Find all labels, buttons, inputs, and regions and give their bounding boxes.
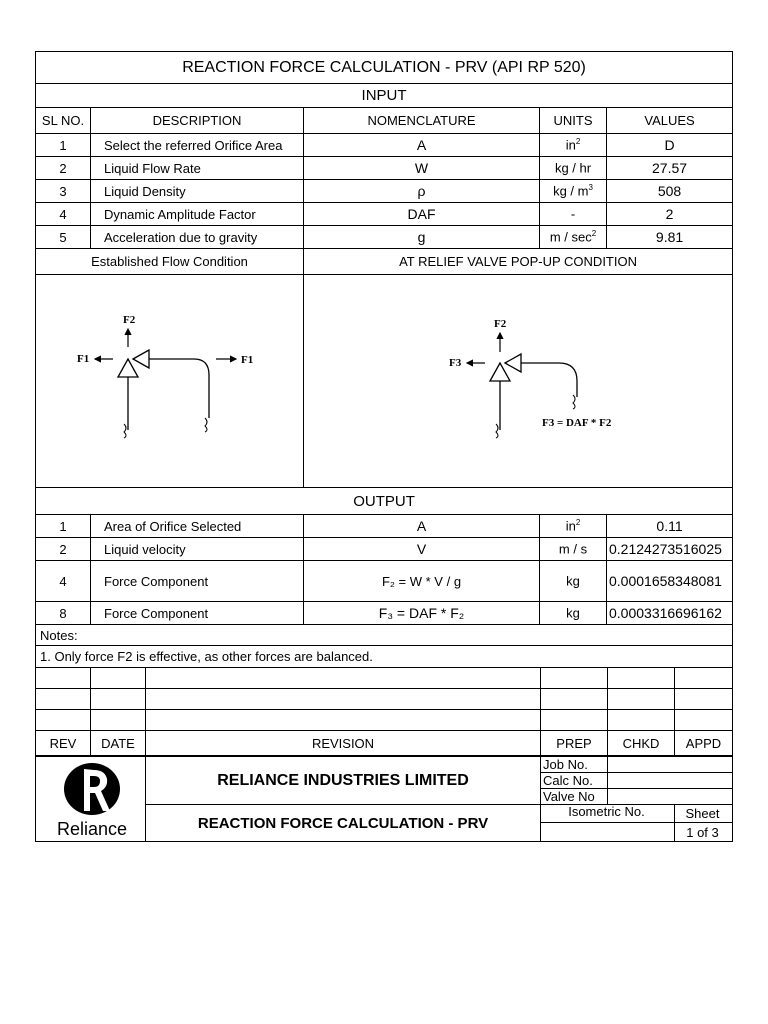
input-desc: Liquid Flow Rate <box>91 157 304 180</box>
logo-text: Reliance <box>56 819 127 839</box>
input-nom: DAF <box>304 203 540 226</box>
revision-empty-row <box>36 689 733 710</box>
output-sl: 1 <box>36 515 91 538</box>
output-row <box>36 561 733 602</box>
outlet-pipe <box>149 359 209 418</box>
output-value: 0.11 <box>607 515 733 538</box>
sheet-label: Sheet <box>675 805 733 823</box>
output-unit: $in^2$ <box>540 515 607 538</box>
input-row <box>36 157 733 180</box>
revision-table <box>35 668 733 756</box>
appd-header: APPD <box>675 731 733 756</box>
col-units: UNITS <box>540 108 607 134</box>
input-nom: g <box>304 226 540 249</box>
input-unit: $in^2$ <box>540 134 607 157</box>
job-no-label: Job No. <box>541 757 608 773</box>
right-diagram-title: AT RELIEF VALVE POP-UP CONDITION <box>304 249 733 275</box>
input-sl: 4 <box>36 203 91 226</box>
col-nomenclature: NOMENCLATURE <box>304 108 540 134</box>
input-value: 508 <box>607 180 733 203</box>
input-unit: - <box>540 203 607 226</box>
output-row <box>36 538 733 561</box>
output-nom: A <box>304 515 540 538</box>
f3-formula-label: F3 = DAF * F2 <box>542 417 612 429</box>
input-sl: 2 <box>36 157 91 180</box>
notes-heading: Notes: <box>36 625 733 646</box>
reliance-logo-mark <box>37 757 145 839</box>
output-desc: Area of Orifice Selected <box>91 515 304 538</box>
left-diagram-title: Established Flow Condition <box>36 249 304 275</box>
output-nom: F₃ = DAF * F₂ <box>304 602 540 625</box>
calculation-table <box>35 51 733 668</box>
revision-empty-row <box>36 668 733 689</box>
f1-right-label: F1 <box>241 354 254 366</box>
date-header: DATE <box>91 731 146 756</box>
output-unit: kg <box>540 561 607 602</box>
f2-label: F2 <box>123 314 136 326</box>
output-desc: Force Component <box>91 602 304 625</box>
output-nom: F₂ = W * V / g <box>304 561 540 602</box>
valve-outlet <box>505 354 521 372</box>
calculation-sheet <box>35 51 732 842</box>
output-value: 0.2124273516025 <box>607 538 733 561</box>
input-value: 2 <box>607 203 733 226</box>
output-row <box>36 602 733 625</box>
input-nom: A <box>304 134 540 157</box>
isometric-no-label: Isometric No. <box>541 805 675 823</box>
valve-body <box>490 363 510 381</box>
outlet-break <box>205 418 207 432</box>
output-desc: Force Component <box>91 561 304 602</box>
established-flow-diagram <box>36 275 304 488</box>
output-sl: 4 <box>36 561 91 602</box>
calculation-title: REACTION FORCE CALCULATION - PRV <box>146 805 541 842</box>
f1-left-label: F1 <box>77 353 90 365</box>
revision-header-row <box>36 731 733 756</box>
input-sl: 1 <box>36 134 91 157</box>
input-nom: ρ <box>304 180 540 203</box>
output-sl: 2 <box>36 538 91 561</box>
output-value: 0.0001658348081 <box>607 561 733 602</box>
rev-header: REV <box>36 731 91 756</box>
col-values: VALUES <box>607 108 733 134</box>
established-flow-svg <box>36 275 303 487</box>
output-heading: OUTPUT <box>36 488 733 515</box>
prep-header: PREP <box>541 731 608 756</box>
input-nom: W <box>304 157 540 180</box>
input-desc: Acceleration due to gravity <box>91 226 304 249</box>
inlet-break <box>496 424 498 438</box>
valve-body <box>118 359 138 377</box>
output-value: 0.0003316696162 <box>607 602 733 625</box>
sheet-value: 1 of 3 <box>675 823 733 842</box>
input-sl: 5 <box>36 226 91 249</box>
calc-no-label: Calc No. <box>541 773 608 789</box>
input-unit: kg / hr <box>540 157 607 180</box>
output-unit: m / s <box>540 538 607 561</box>
input-unit: m / $\sec^2$ <box>540 226 607 249</box>
input-desc: Dynamic Amplitude Factor <box>91 203 304 226</box>
valve-outlet <box>133 350 149 368</box>
valve-no-label: Valve No <box>541 789 608 805</box>
f3-label: F3 <box>449 357 462 369</box>
input-value: 27.57 <box>607 157 733 180</box>
company-name: RELIANCE INDUSTRIES LIMITED <box>146 757 541 805</box>
pop-up-condition-diagram <box>304 275 733 488</box>
input-row <box>36 180 733 203</box>
col-description: DESCRIPTION <box>91 108 304 134</box>
col-sl-no: SL NO. <box>36 108 91 134</box>
output-row <box>36 515 733 538</box>
outlet-break <box>573 395 575 409</box>
output-unit: kg <box>540 602 607 625</box>
input-value: D <box>607 134 733 157</box>
sheet-title: REACTION FORCE CALCULATION - PRV (API RP 520) <box>36 52 733 84</box>
input-sl: 3 <box>36 180 91 203</box>
output-nom: V <box>304 538 540 561</box>
revision-empty-row <box>36 710 733 731</box>
output-sl: 8 <box>36 602 91 625</box>
note-item: 1. Only force F2 is effective, as other forces are balanced. <box>36 646 733 668</box>
input-row <box>36 203 733 226</box>
pop-up-condition-svg <box>304 275 733 487</box>
input-desc: Liquid Density <box>91 180 304 203</box>
input-heading: INPUT <box>36 84 733 108</box>
input-desc: Select the referred Orifice Area <box>91 134 304 157</box>
input-value: 9.81 <box>607 226 733 249</box>
input-row <box>36 134 733 157</box>
revision-header: REVISION <box>146 731 541 756</box>
outlet-pipe <box>521 363 577 397</box>
input-unit: kg / $m^3$ <box>540 180 607 203</box>
title-block <box>35 756 733 842</box>
input-row <box>36 226 733 249</box>
output-desc: Liquid velocity <box>91 538 304 561</box>
reliance-logo <box>36 757 146 842</box>
inlet-break <box>124 424 126 438</box>
f2-label: F2 <box>494 318 507 330</box>
chkd-header: CHKD <box>608 731 675 756</box>
